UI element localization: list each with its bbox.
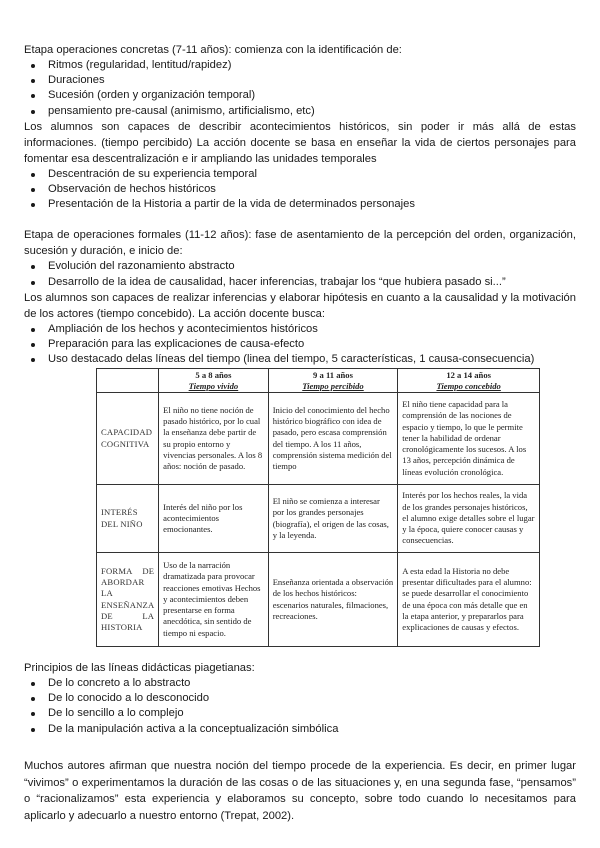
list-item: Presentación de la Historia a partir de la vida de determinados personajes [24, 197, 576, 212]
list-item: Preparación para las explicaciones de causa-efecto [24, 337, 576, 352]
header-label: Tiempo vivido [188, 380, 239, 391]
formal-actions-list [24, 322, 576, 368]
list-item: Sucesión (orden y organización temporal) [24, 88, 576, 103]
table-cell: Interés del niño por los acontecimientos emocionantes. [159, 485, 269, 553]
document-page [24, 0, 576, 367]
list-item: Descentración de su experiencia temporal [24, 167, 576, 182]
closing-paragraph: Muchos autores afirman que nuestra noción del tiempo procede de la experiencia. Es decir, en primer lugar “vivimos” o experimentamos la duración de las cosas o de las situaciones y, en una segunda fase, “pensamos” o “racionalizamos” esta experiencia y elaboramos su concepto, sobre todo cuando lo necesitamos para aplicarlo y adecuarlo a nuestro entorno (Trepat, 2002). [24, 760, 576, 822]
list-item: De lo conocido a lo desconocido [24, 691, 576, 706]
list-item: De lo sencillo a lo complejo [24, 706, 576, 721]
list-item: pensamiento pre-causal (animismo, artificialismo, etc) [24, 104, 576, 119]
header-stage-1 [159, 369, 269, 393]
table-cell: El niño se comienza a interesar por los grandes personajes (biografía), el origen de las cosas, y la leyenda. [268, 485, 398, 553]
list-item: Uso destacado delas líneas del tiempo (linea del tiempo, 5 características, 1 causa-consecuencia) [24, 352, 576, 367]
table-cell: El niño tiene capacidad para la comprensión de las nociones de espacio y tiempo, lo que le permite tener la habilidad de ordenar cronológicamente los sucesos. A los 13 años, percepción dinámica de líneas evolución cronológica. [398, 393, 540, 485]
list-item: Ritmos (regularidad, lentitud/rapidez) [24, 58, 576, 73]
concrete-operations-list [24, 58, 576, 119]
header-stage-3 [398, 369, 540, 393]
list-item: Ampliación de los hechos y acontecimientos históricos [24, 322, 576, 337]
formal-operations-paragraph: Los alumnos son capaces de realizar inferencias y elaborar hipótesis en cuanto a la causalidad y la motivación de los actores (tiempo concebido). La acción docente busca: [24, 291, 576, 320]
list-item: Duraciones [24, 73, 576, 88]
table-cell: Inicio del conocimiento del hecho histórico biográfico con idea de pasado, pero escasa comprensión del tiempo. A los 11 años, comprensión sistema medición del tiempo [268, 393, 398, 485]
piagetian-principles-section [24, 660, 576, 737]
header-age: 9 a 11 años [313, 370, 353, 380]
header-stage-2 [268, 369, 398, 393]
concrete-operations-paragraph: Los alumnos son capaces de describir acontecimientos históricos, sin poder ir más allá de estas informaciones. (tiempo percibido) La acción docente se basa en enseñar la vida de ciertos personajes para fomentar esa descentralización e ir ampliando las unidades temporales [24, 120, 576, 165]
piagetian-principles-intro: Principios de las líneas didácticas piagetianas: [24, 662, 255, 674]
row-label: INTERÉS DEL NIÑO [97, 485, 159, 553]
row-label: CAPACIDAD COGNITIVA [97, 393, 159, 485]
table-row [97, 393, 540, 485]
table-row [97, 485, 540, 553]
closing-section [24, 758, 576, 824]
table-cell: Interés por los hechos reales, la vida de los grandes personajes históricos, el alumno exige detalles sobre el lugar y la época, quiere conocer causas y consecuencias. [398, 485, 540, 553]
table-corner-cell [97, 369, 159, 393]
table-row [97, 553, 540, 647]
table-cell: A esta edad la Historia no debe presentar dificultades para el alumno: se puede desarrollar el conocimiento de una época con más detalle que en la etapa anterior, y prepararlos para explicaciones de causas y efectos. [398, 553, 540, 647]
concrete-operations-intro: Etapa operaciones concretas (7-11 años): comienza con la identificación de: [24, 44, 402, 56]
list-item: Desarrollo de la idea de causalidad, hacer inferencias, trabajar los “que hubiera pasado si...” [24, 275, 576, 290]
table-cell: Enseñanza orientada a observación de los hechos históricos: escenarios naturales, filmaciones, recreaciones. [268, 553, 398, 647]
header-age: 12 a 14 años [446, 370, 491, 380]
list-item: Evolución del razonamiento abstracto [24, 259, 576, 274]
formal-operations-list [24, 259, 576, 289]
concrete-actions-list [24, 167, 576, 213]
row-label: FORMA DE ABORDAR LA ENSEÑANZA DE LA HISTORIA [97, 553, 159, 647]
table-cell: Uso de la narración dramatizada para provocar reacciones emotivas Hechos y acontecimientos deben presentarse en forma anecdótica, sin sentido de tiempo ni espacio. [159, 553, 269, 647]
table-header-row [97, 369, 540, 393]
stages-table [96, 368, 540, 647]
header-label: Tiempo percibido [302, 380, 364, 391]
piagetian-principles-list [24, 676, 576, 737]
list-item: Observación de hechos históricos [24, 182, 576, 197]
list-item: De la manipulación activa a la conceptualización simbólica [24, 722, 576, 737]
list-item: De lo concreto a lo abstracto [24, 676, 576, 691]
formal-operations-intro: Etapa de operaciones formales (11-12 años): fase de asentamiento de la percepción del orden, organización, sucesión y duración, e inicio de: [24, 229, 576, 258]
header-age: 5 a 8 años [195, 370, 232, 380]
table-cell: El niño no tiene noción de pasado histórico, por lo cual la enseñanza debe partir de su propio entorno y vivencias personales. A los 8 años: noción de pasado. [159, 393, 269, 485]
header-label: Tiempo concebido [436, 380, 501, 391]
